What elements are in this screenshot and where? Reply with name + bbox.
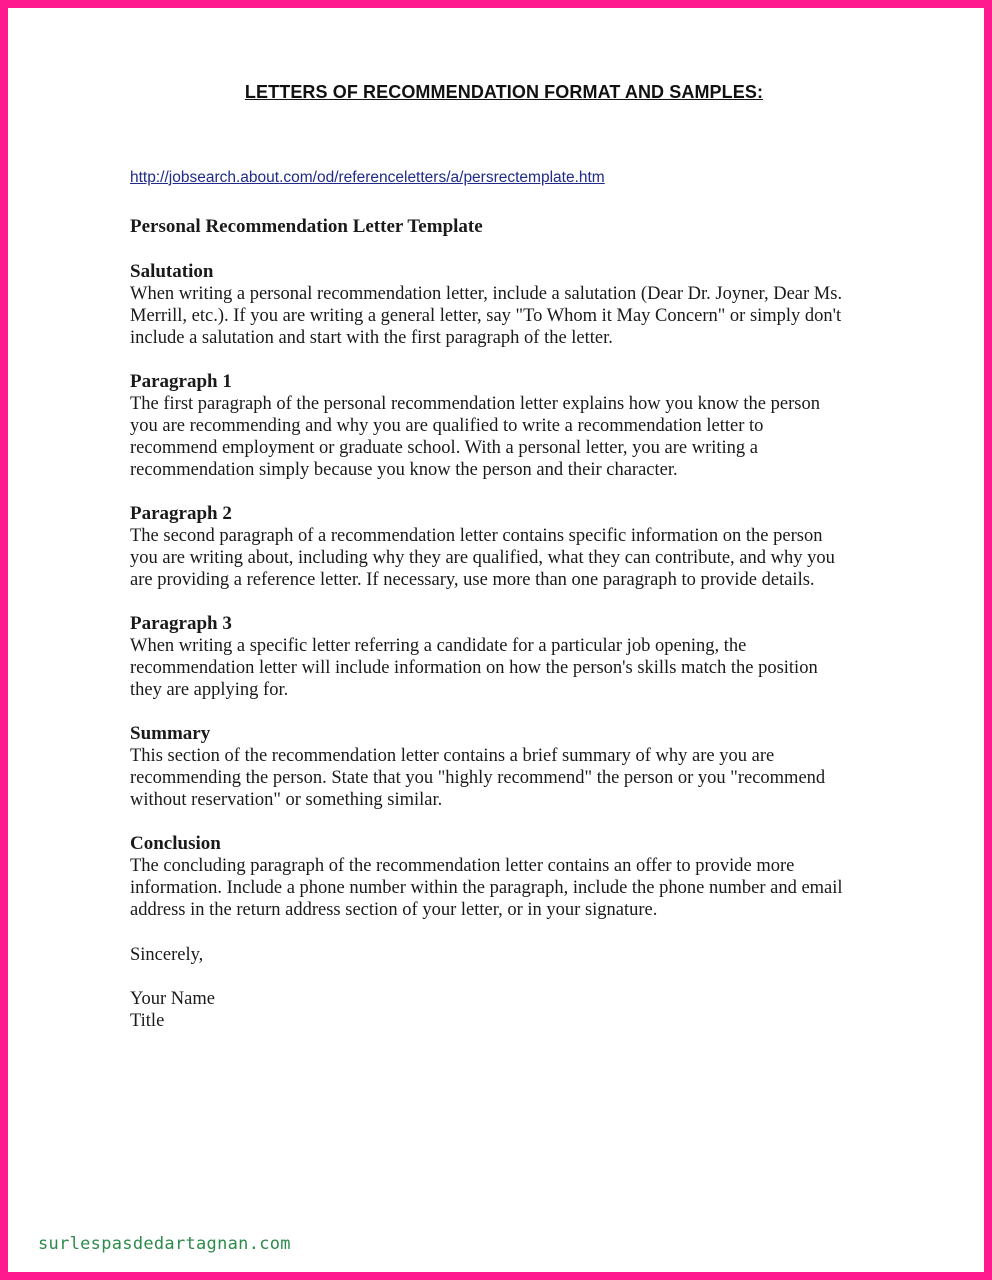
section-line: information. Include a phone number within the paragraph, include the phone number and email <box>130 878 843 898</box>
section-line: The first paragraph of the personal recommendation letter explains how you know the person <box>130 394 820 414</box>
section-line: are providing a reference letter. If necessary, use more than one paragraph to provide details. <box>130 570 815 590</box>
section-heading: Salutation <box>130 261 214 282</box>
section-heading: Paragraph 2 <box>130 503 232 524</box>
section-heading: Summary <box>130 723 211 744</box>
section-heading: Paragraph 1 <box>130 371 232 392</box>
section-summary <box>130 723 890 811</box>
template-title: Personal Recommendation Letter Template <box>130 216 483 237</box>
section-salutation <box>130 261 890 349</box>
section-line: recommendation letter will include information on how the person's skills match the position <box>130 658 818 678</box>
section-line: recommend employment or graduate school. With a personal letter, you are writing a <box>130 438 758 458</box>
site-watermark: surlespasdedartagnan.com <box>38 1234 291 1254</box>
section-line: When writing a personal recommendation letter, include a salutation (Dear Dr. Joyner, Dear Ms. <box>130 284 843 304</box>
section-line: When writing a specific letter referring a candidate for a particular job opening, the <box>130 636 747 656</box>
section-line: include a salutation and start with the first paragraph of the letter. <box>130 328 613 348</box>
signature-title: Title <box>130 1011 165 1031</box>
section-line: you are recommending and why you are qualified to write a recommendation letter to <box>130 416 764 436</box>
section-line: The concluding paragraph of the recommendation letter contains an offer to provide more <box>130 856 795 876</box>
section-paragraph-1 <box>130 371 890 481</box>
section-line: recommending the person. State that you "highly recommend" the person or you "recommend <box>130 768 826 788</box>
section-line: recommendation simply because you know the person and their character. <box>130 460 678 480</box>
section-line: without reservation" or something similar. <box>130 790 443 810</box>
section-conclusion <box>130 833 890 921</box>
section-line: Merrill, etc.). If you are writing a general letter, say "To Whom it May Concern" or simply don't <box>130 306 842 326</box>
section-line: This section of the recommendation letter contains a brief summary of why are you are <box>130 746 775 766</box>
section-line: address in the return address section of your letter, or in your signature. <box>130 900 658 920</box>
section-line: they are applying for. <box>130 680 289 700</box>
document-title: LETTERS OF RECOMMENDATION FORMAT AND SAMPLES: <box>244 82 764 102</box>
section-heading: Paragraph 3 <box>130 613 232 634</box>
signature-name: Your Name <box>130 989 215 1009</box>
section-line: The second paragraph of a recommendation letter contains specific information on the person <box>130 526 823 546</box>
sign-off: Sincerely, <box>130 945 204 965</box>
source-link[interactable]: http://jobsearch.about.com/od/referenceletters/a/persrectemplate.htm <box>130 169 605 186</box>
section-paragraph-3 <box>130 613 890 701</box>
section-heading: Conclusion <box>130 833 221 854</box>
section-line: you are writing about, including why they are qualified, what they can contribute, and why you <box>130 548 835 568</box>
section-paragraph-2 <box>130 503 890 591</box>
